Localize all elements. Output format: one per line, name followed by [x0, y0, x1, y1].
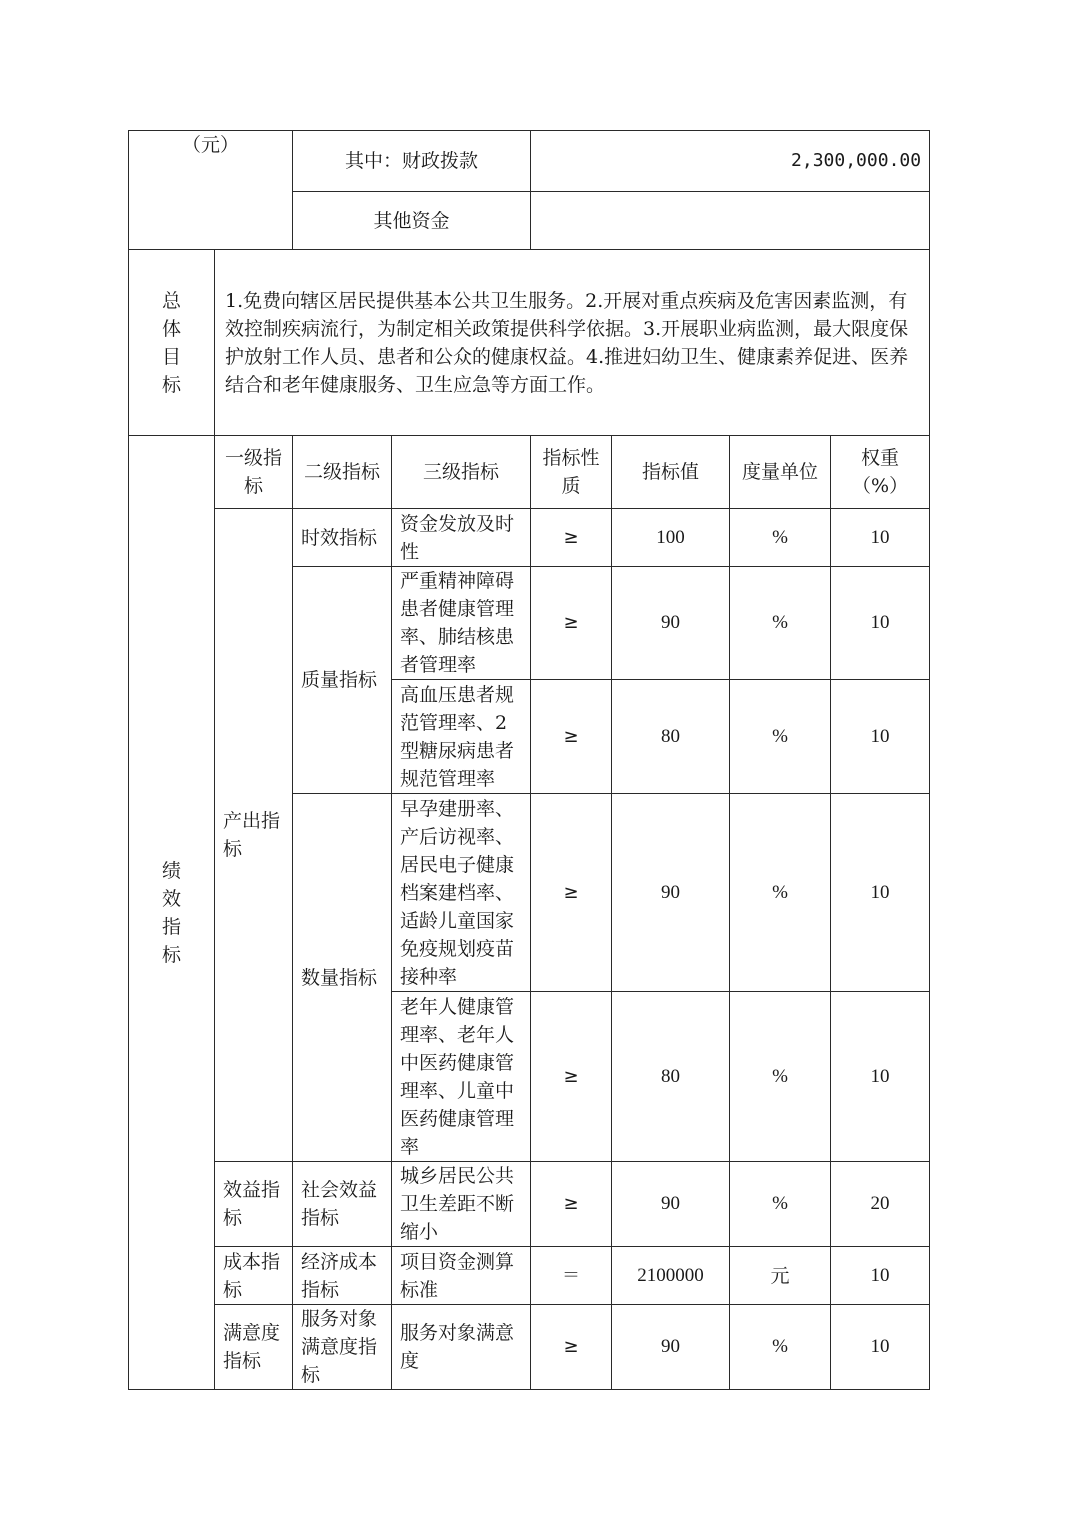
indicator-value: 80 [612, 992, 730, 1162]
level2-service: 服务对象满意度指标 [293, 1305, 392, 1390]
indicator-nature: ≥ [531, 680, 612, 794]
indicator-nature: ≥ [531, 509, 612, 567]
indicator-value: 90 [612, 1162, 730, 1247]
indicator-unit: % [730, 1162, 831, 1247]
level1-output: 产出指标 [215, 509, 293, 1162]
level2-quantity: 数量指标 [293, 794, 392, 1162]
indicator-value: 100 [612, 509, 730, 567]
indicator-nature: ≥ [531, 794, 612, 992]
indicator-unit: % [730, 567, 831, 680]
fiscal-value: 2,300,000.00 [791, 150, 922, 171]
indicator-unit: % [730, 992, 831, 1162]
indicator-nature: ≥ [531, 992, 612, 1162]
header-level1: 一级指标 [215, 436, 293, 509]
indicator-weight: 10 [831, 1247, 930, 1305]
indicator-weight: 10 [831, 992, 930, 1162]
goal-text: 1.免费向辖区居民提供基本公共卫生服务。2.开展对重点疾病及危害因素监测，有效控制疾病流行，为制定相关政策提供科学依据。3.开展职业病监测，最大限度保护放射工作人员、患者和公众的健康权益。4.推进妇幼卫生、健康素养促进、医养结合和老年健康服务、卫生应急等方面工作。 [225, 289, 909, 396]
level2-quality: 质量指标 [293, 567, 392, 794]
indicator-name: 高血压患者规范管理率、2型糖尿病患者规范管理率 [392, 680, 531, 794]
indicator-value: 90 [612, 567, 730, 680]
indicator-weight: 20 [831, 1162, 930, 1247]
indicator-unit: 元 [730, 1247, 831, 1305]
goal-text-cell [215, 250, 930, 436]
level2-economic: 经济成本指标 [293, 1247, 392, 1305]
level1-benefit: 效益指标 [215, 1162, 293, 1247]
indicator-nature: ≥ [531, 1162, 612, 1247]
indicator-value: 90 [612, 794, 730, 992]
funding-unit-cell [129, 131, 293, 250]
other-label-cell [293, 192, 531, 250]
level1-satisfaction: 满意度指标 [215, 1305, 293, 1390]
header-value: 指标值 [612, 436, 730, 509]
indicator-nature: ＝ [531, 1247, 612, 1305]
indicator-value: 90 [612, 1305, 730, 1390]
indicator-weight: 10 [831, 794, 930, 992]
indicator-name: 服务对象满意度 [392, 1305, 531, 1390]
indicator-weight: 10 [831, 509, 930, 567]
indicator-name: 早孕建册率、产后访视率、居民电子健康档案建档率、适龄儿童国家免疫规划疫苗接种率 [392, 794, 531, 992]
header-level2: 二级指标 [293, 436, 392, 509]
indicators-label: 绩效指标 [161, 859, 181, 966]
fiscal-label-cell [293, 131, 531, 192]
fiscal-value-cell [531, 131, 930, 192]
indicator-unit: % [730, 794, 831, 992]
indicator-name: 项目资金测算标准 [392, 1247, 531, 1305]
indicator-nature: ≥ [531, 1305, 612, 1390]
indicator-unit: % [730, 1305, 831, 1390]
indicator-weight: 10 [831, 567, 930, 680]
goal-label: 总体目标 [161, 289, 181, 396]
indicator-name: 城乡居民公共卫生差距不断缩小 [392, 1162, 531, 1247]
indicator-value: 2100000 [612, 1247, 730, 1305]
level2-social: 社会效益指标 [293, 1162, 392, 1247]
performance-table [128, 130, 930, 1390]
indicator-unit: % [730, 680, 831, 794]
indicators-label-cell [129, 436, 215, 1390]
indicator-nature: ≥ [531, 567, 612, 680]
indicator-value: 80 [612, 680, 730, 794]
funding-unit-label: （元） [182, 134, 240, 156]
indicator-name: 老年人健康管理率、老年人中医药健康管理率、儿童中医药健康管理率 [392, 992, 531, 1162]
indicator-weight: 10 [831, 1305, 930, 1390]
indicator-unit: % [730, 509, 831, 567]
level2-timeliness: 时效指标 [293, 509, 392, 567]
indicator-name: 资金发放及时性 [392, 509, 531, 567]
indicator-name: 严重精神障碍患者健康管理率、肺结核患者管理率 [392, 567, 531, 680]
goal-label-cell [129, 250, 215, 436]
header-nature: 指标性质 [531, 436, 612, 509]
level1-cost: 成本指标 [215, 1247, 293, 1305]
other-funds-label: 其他资金 [373, 209, 450, 232]
header-weight: 权重（%） [831, 436, 930, 509]
header-unit: 度量单位 [730, 436, 831, 509]
other-value-cell [531, 192, 930, 250]
header-level3: 三级指标 [392, 436, 531, 509]
indicator-weight: 10 [831, 680, 930, 794]
fiscal-label: 其中：财政拨款 [345, 150, 479, 172]
